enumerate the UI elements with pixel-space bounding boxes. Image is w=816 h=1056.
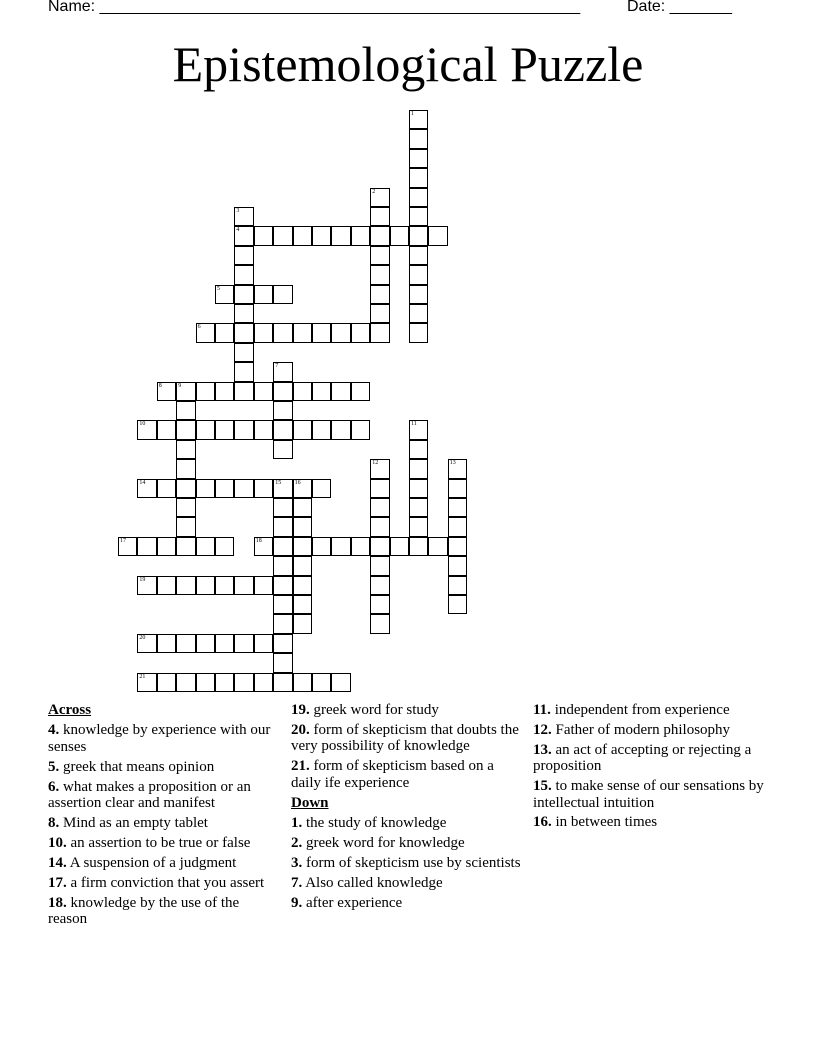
crossword-cell[interactable] (428, 226, 447, 245)
crossword-cell[interactable] (254, 537, 273, 556)
crossword-cell[interactable] (370, 517, 389, 536)
clue-number: 20 (139, 634, 146, 641)
crossword-cell[interactable] (370, 285, 389, 304)
crossword-cell[interactable] (409, 420, 428, 439)
crossword-cell[interactable] (196, 634, 215, 653)
crossword-cell[interactable] (370, 323, 389, 342)
crossword-cell[interactable] (234, 634, 253, 653)
page-title: Epistemological Puzzle (172, 36, 644, 92)
crossword-cell[interactable] (234, 323, 253, 342)
crossword-cell[interactable] (448, 576, 467, 595)
clues-column-2 (291, 702, 521, 914)
crossword-cell[interactable] (234, 362, 253, 381)
clue-number: 5 (217, 285, 220, 292)
crossword-cell[interactable] (234, 382, 253, 401)
crossword-cell[interactable] (448, 537, 467, 556)
crossword-cell[interactable] (370, 537, 389, 556)
crossword-cell[interactable] (331, 537, 350, 556)
crossword-cell[interactable] (293, 517, 312, 536)
crossword-cell[interactable] (273, 498, 292, 517)
crossword-cell[interactable] (409, 188, 428, 207)
crossword-cell[interactable] (157, 479, 176, 498)
crossword-cell[interactable] (409, 226, 428, 245)
crossword-cell[interactable] (176, 420, 195, 439)
clue-across-6: 6. what makes a proposition or an assertion clear and manifest (48, 778, 251, 812)
crossword-cell[interactable] (254, 634, 273, 653)
crossword-cell[interactable] (293, 226, 312, 245)
crossword-cell[interactable] (137, 420, 156, 439)
clue-number: 17 (120, 537, 126, 544)
crossword-cell[interactable] (176, 401, 195, 420)
clue-number: 19 (139, 576, 146, 583)
crossword-cell[interactable] (370, 614, 389, 633)
crossword-cell[interactable] (273, 653, 292, 672)
crossword-cell[interactable] (215, 673, 234, 692)
crossword-cell[interactable] (254, 420, 273, 439)
crossword-cell[interactable] (273, 634, 292, 653)
crossword-cell[interactable] (390, 226, 409, 245)
crossword-cell[interactable] (137, 479, 156, 498)
clue-number: 8 (158, 382, 162, 389)
clue-across-19: 19. greek word for study (291, 702, 439, 718)
crossword-cell[interactable] (351, 226, 370, 245)
crossword-cell[interactable] (273, 479, 292, 498)
crossword-cell[interactable] (351, 323, 370, 342)
crossword-cell[interactable] (273, 226, 292, 245)
clue-across-17: 17. a firm conviction that you assert (48, 874, 265, 891)
crossword-cell[interactable] (196, 576, 215, 595)
crossword-cell[interactable] (176, 498, 195, 517)
crossword-cell[interactable] (312, 420, 331, 439)
clue-number: 18 (255, 537, 262, 544)
crossword-cell[interactable] (409, 440, 428, 459)
crossword-cell[interactable] (215, 382, 234, 401)
clue-number: 1 (411, 111, 414, 117)
clue-across-8: 8. Mind as an empty tablet (48, 814, 208, 831)
crossword-cell[interactable] (312, 382, 331, 401)
crossword-cell[interactable] (409, 207, 428, 226)
clue-across-21: 21. form of skepticism based on a daily ife experience (291, 758, 494, 791)
crossword-cell[interactable] (370, 188, 389, 207)
crossword-cell[interactable] (254, 382, 273, 401)
crossword-cell[interactable] (234, 576, 253, 595)
crossword-cell[interactable] (331, 420, 350, 439)
crossword-cell[interactable] (409, 323, 428, 342)
crossword-cell[interactable] (196, 323, 215, 342)
crossword-cell[interactable] (273, 440, 292, 459)
crossword-cell[interactable] (273, 614, 292, 633)
clue-across-10: 10. an assertion to be true or false (48, 834, 251, 851)
crossword-cell[interactable] (293, 323, 312, 342)
crossword-cell[interactable] (137, 634, 156, 653)
crossword-cell[interactable] (331, 382, 350, 401)
crossword-cell[interactable] (273, 420, 292, 439)
crossword-cell[interactable] (254, 323, 273, 342)
crossword-cell[interactable] (273, 556, 292, 575)
crossword-cell[interactable] (409, 265, 428, 284)
crossword-cell[interactable] (351, 420, 370, 439)
crossword-cell[interactable] (176, 673, 195, 692)
crossword-cell[interactable] (215, 323, 234, 342)
crossword-cell[interactable] (409, 246, 428, 265)
crossword-cell[interactable] (293, 614, 312, 633)
crossword-cell[interactable] (273, 323, 292, 342)
across-heading: Across (48, 702, 92, 718)
clue-number: 16 (294, 479, 301, 486)
clue-down-12: 12. Father of modern philosophy (533, 721, 731, 738)
crossword-cell[interactable] (234, 207, 253, 226)
crossword-cell[interactable] (312, 323, 331, 342)
clue-number: 11 (411, 421, 417, 428)
crossword-cell[interactable] (234, 479, 253, 498)
crossword-cell[interactable] (409, 459, 428, 478)
crossword-cell[interactable] (448, 479, 467, 498)
crossword-cell[interactable] (273, 401, 292, 420)
clue-number: 7 (275, 363, 279, 370)
crossword-cell[interactable] (448, 556, 467, 575)
crossword-cell[interactable] (448, 517, 467, 536)
crossword-cell[interactable] (428, 537, 447, 556)
crossword-cell[interactable] (234, 265, 253, 284)
date-field[interactable]: Date: _______ (627, 0, 732, 15)
crossword-cell[interactable] (157, 382, 176, 401)
clue-down-1: 1. the study of knowledge (291, 814, 447, 831)
crossword-cell[interactable] (370, 265, 389, 284)
crossword-cell[interactable] (176, 440, 195, 459)
clue-number: 3 (236, 208, 240, 214)
clue-down-13: 13. an act of accepting or rejecting a proposition (533, 741, 752, 775)
crossword-cell[interactable] (157, 673, 176, 692)
crossword-cell[interactable] (176, 517, 195, 536)
clue-down-7: 7. Also called knowledge (291, 874, 443, 891)
crossword-cell[interactable] (273, 576, 292, 595)
crossword-cell[interactable] (234, 420, 253, 439)
crossword-cell[interactable] (273, 382, 292, 401)
crossword-cell[interactable] (176, 479, 195, 498)
crossword-cell[interactable] (215, 420, 234, 439)
crossword-cell[interactable] (254, 285, 273, 304)
clue-number: 21 (139, 673, 146, 680)
crossword-cell[interactable] (312, 673, 331, 692)
crossword-cell[interactable] (390, 537, 409, 556)
crossword-cell[interactable] (370, 498, 389, 517)
crossword-cell[interactable] (273, 537, 292, 556)
clue-down-3: 3. form of skepticism use by scientists (291, 854, 521, 871)
crossword-cell[interactable] (370, 459, 389, 478)
crossword-cell[interactable] (293, 479, 312, 498)
crossword-cell[interactable] (331, 226, 350, 245)
crossword-cell[interactable] (215, 634, 234, 653)
crossword-cell[interactable] (118, 537, 137, 556)
crossword-cell[interactable] (370, 479, 389, 498)
crossword-cell[interactable] (293, 382, 312, 401)
crossword-cell[interactable] (409, 517, 428, 536)
clue-number: 4 (236, 227, 240, 234)
crossword-cell[interactable] (196, 479, 215, 498)
crossword-cell[interactable] (157, 634, 176, 653)
crossword-cell[interactable] (176, 634, 195, 653)
crossword-cell[interactable] (254, 576, 273, 595)
crossword-cell[interactable] (351, 382, 370, 401)
crossword-cell[interactable] (234, 226, 253, 245)
crossword-cell[interactable] (293, 576, 312, 595)
crossword-cell[interactable] (137, 576, 156, 595)
clue-number: 13 (449, 460, 456, 467)
crossword-cell[interactable] (273, 673, 292, 692)
crossword-cell[interactable] (448, 459, 467, 478)
crossword-cell[interactable] (409, 304, 428, 323)
crossword-cell[interactable] (176, 537, 195, 556)
crossword-cell[interactable] (234, 285, 253, 304)
crossword-cell[interactable] (254, 673, 273, 692)
crossword-cell[interactable] (176, 382, 195, 401)
crossword-cell[interactable] (215, 285, 234, 304)
crossword-cell[interactable] (157, 420, 176, 439)
clue-across-14: 14. A suspension of a judgment (48, 854, 237, 871)
crossword-cell[interactable] (351, 537, 370, 556)
crossword-cell[interactable] (234, 673, 253, 692)
crossword-cell[interactable] (137, 537, 156, 556)
crossword-cell[interactable] (157, 576, 176, 595)
crossword-cell[interactable] (370, 576, 389, 595)
crossword-cell[interactable] (215, 479, 234, 498)
crossword-cell[interactable] (331, 323, 350, 342)
crossword-cell[interactable] (157, 537, 176, 556)
crossword-cell[interactable] (293, 537, 312, 556)
clues-column-3 (533, 702, 765, 834)
clue-down-16: 16. in between times (533, 814, 658, 831)
crossword-cell[interactable] (370, 304, 389, 323)
crossword-cell[interactable] (409, 149, 428, 168)
clue-across-5: 5. greek that means opinion (48, 758, 215, 775)
clue-across-18: 18. knowledge by the use of the reason (48, 894, 240, 927)
crossword-cell[interactable] (234, 343, 253, 362)
clue-down-15: 15. to make sense of our sensations by intellectual intuition (533, 778, 764, 811)
crossword-cell[interactable] (331, 673, 350, 692)
crossword-cell[interactable] (312, 479, 331, 498)
clue-across-20: 20. form of skepticism that doubts the very possibility of knowledge (291, 721, 519, 755)
clue-number: 2 (372, 188, 376, 195)
crossword-cell[interactable] (176, 459, 195, 478)
crossword-cell[interactable] (215, 537, 234, 556)
crossword-cell[interactable] (312, 226, 331, 245)
crossword-cell[interactable] (254, 479, 273, 498)
crossword-cell[interactable] (448, 498, 467, 517)
crossword-cell[interactable] (234, 246, 253, 265)
crossword-cell[interactable] (370, 207, 389, 226)
clue-down-9: 9. after experience (291, 894, 403, 911)
clue-number: 14 (139, 479, 146, 486)
crossword-cell[interactable] (409, 168, 428, 187)
crossword-cell[interactable] (254, 226, 273, 245)
crossword-cell[interactable] (370, 246, 389, 265)
clue-down-11: 11. independent from experience (533, 702, 730, 718)
crossword-cell[interactable] (370, 556, 389, 575)
crossword-cell[interactable] (196, 382, 215, 401)
crossword-cell[interactable] (409, 479, 428, 498)
clue-number: 12 (372, 460, 379, 467)
clue-across-4: 4. knowledge by experience with our senses (48, 722, 271, 755)
crossword-cell[interactable] (273, 362, 292, 381)
crossword-cell[interactable] (293, 595, 312, 614)
clue-number: 10 (139, 421, 146, 428)
crossword-cell[interactable] (196, 673, 215, 692)
crossword-cell[interactable] (312, 537, 331, 556)
clues-column-1 (48, 702, 280, 931)
crossword-cell[interactable] (409, 498, 428, 517)
crossword-cell[interactable] (409, 537, 428, 556)
crossword-cell[interactable] (293, 498, 312, 517)
crossword-cell[interactable] (293, 673, 312, 692)
crossword-cell[interactable] (196, 537, 215, 556)
crossword-cell[interactable] (234, 304, 253, 323)
clue-number: 9 (178, 382, 182, 389)
crossword-cell[interactable] (176, 576, 195, 595)
crossword-cell[interactable] (370, 595, 389, 614)
crossword-cell[interactable] (273, 517, 292, 536)
crossword-cell[interactable] (409, 285, 428, 304)
crossword-cell[interactable] (293, 420, 312, 439)
crossword-cell[interactable] (273, 595, 292, 614)
crossword-cell[interactable] (293, 556, 312, 575)
crossword-cell[interactable] (215, 576, 234, 595)
down-heading: Down (291, 794, 329, 811)
name-field[interactable]: Name: ______________________________________________________ (48, 0, 581, 15)
crossword-cell[interactable] (137, 673, 156, 692)
clue-number: 6 (197, 324, 201, 331)
crossword-cell[interactable] (370, 226, 389, 245)
crossword-cell[interactable] (448, 595, 467, 614)
clue-number: 15 (275, 479, 282, 486)
clue-down-2: 2. greek word for knowledge (291, 834, 465, 851)
crossword-cell[interactable] (409, 110, 428, 129)
crossword-cell[interactable] (196, 420, 215, 439)
crossword-cell[interactable] (273, 285, 292, 304)
crossword-cell[interactable] (409, 129, 428, 148)
